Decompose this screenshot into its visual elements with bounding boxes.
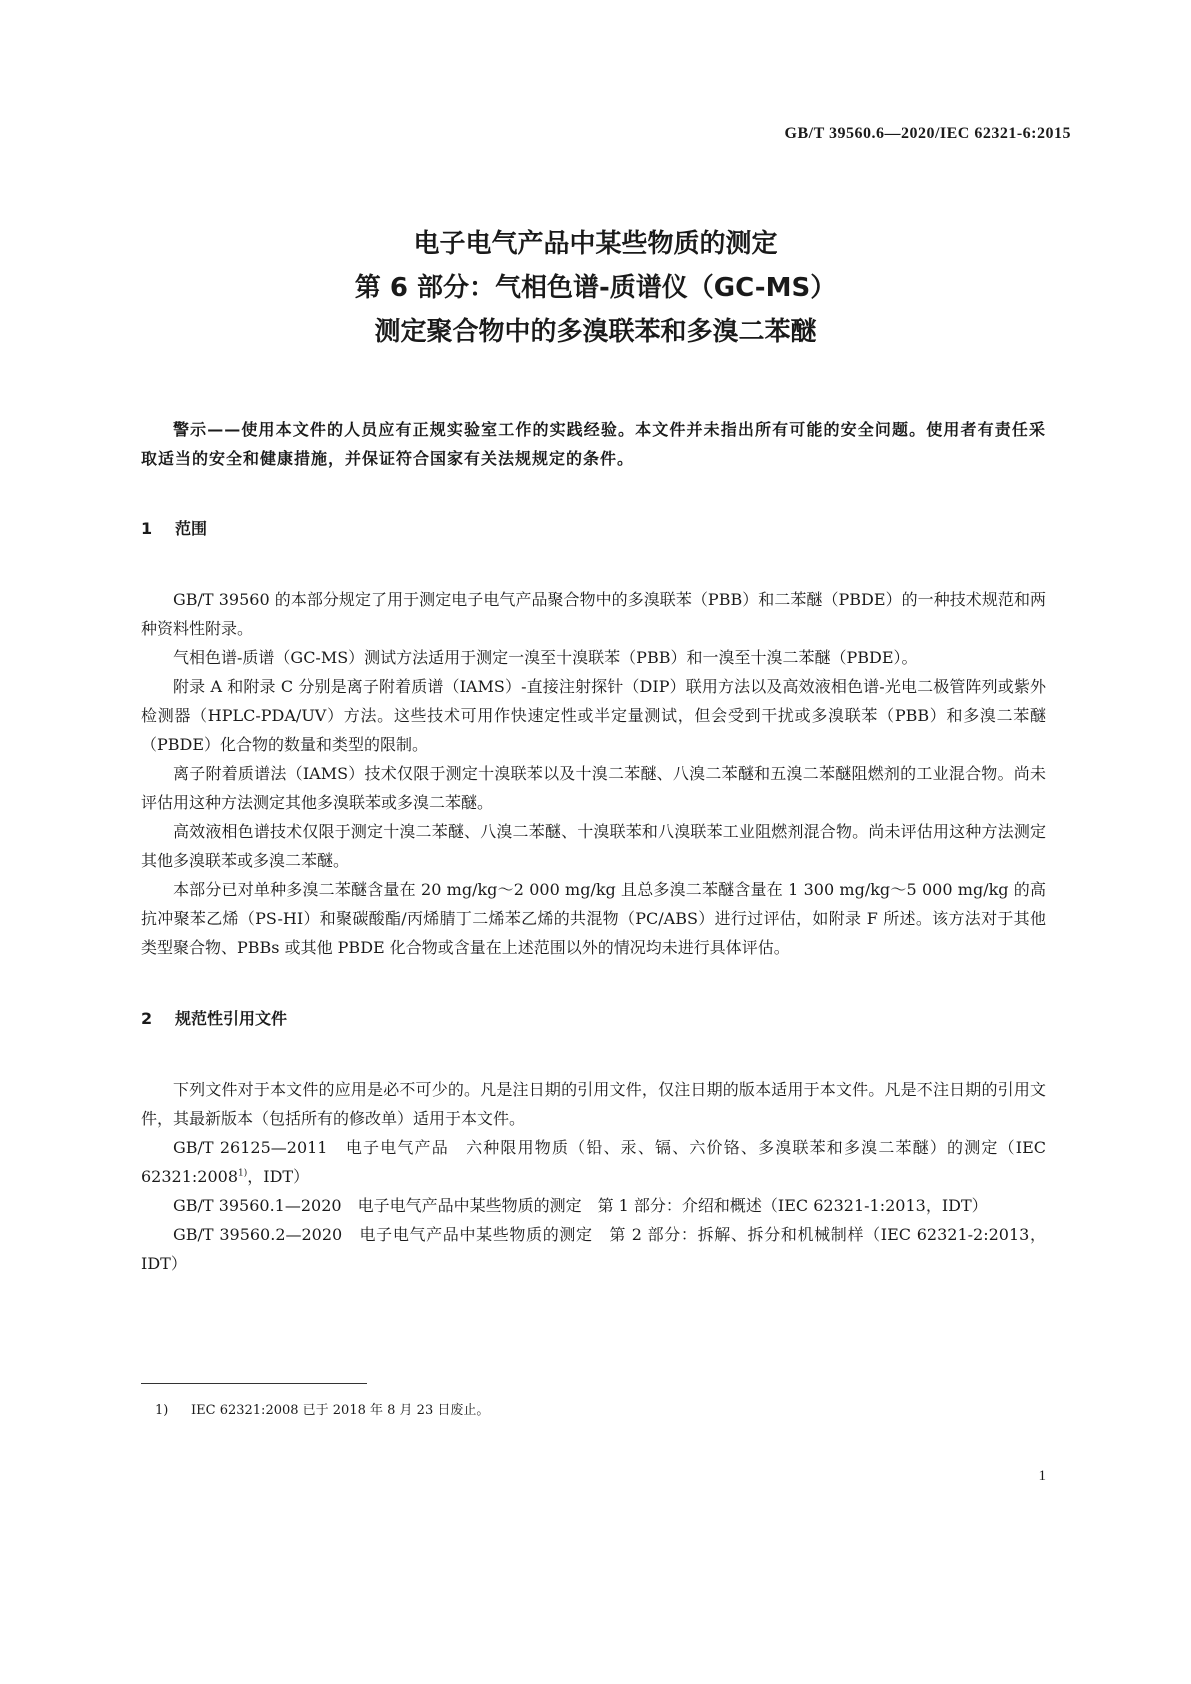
scope-paragraph: 附录 A 和附录 C 分别是离子附着质谱（IAMS）-直接注射探针（DIP）联用方法以及高效液相色谱-光电二极管阵列或紫外检测器（HPLC-PDA/UV）方法。这些技术可用作快速定性或半定量测试，但会受到干扰或多溴联苯（PBB）和多溴二苯醚（PBDE）化合物的数量和类型的限制。 [141, 677, 1046, 754]
title-line-2: 第 6 部分：气相色谱-质谱仪（GC-MS） [354, 273, 837, 303]
section-title: 范围 [175, 519, 208, 538]
reference-entry [141, 1133, 1046, 1191]
scope-paragraph: GB/T 39560 的本部分规定了用于测定电子电气产品聚合物中的多溴联苯（PBB）和二苯醚（PBDE）的一种技术规范和两种资料性附录。 [141, 590, 1046, 638]
reference-text: GB/T 26125—2011 电子电气产品 六种限用物质（铅、汞、镉、六价铬、多溴联苯和多溴二苯醚）的测定（IEC 62321:2008 [141, 1138, 1046, 1186]
footnote [141, 1401, 489, 1421]
title-line-3: 测定聚合物中的多溴联苯和多溴二苯醚 [374, 317, 817, 347]
standard-code: GB/T 39560.6—2020/IEC 62321-6:2015 [784, 125, 1071, 142]
reference-text-tail: ，IDT） [247, 1167, 310, 1186]
section-number: 1 [141, 519, 153, 538]
normative-refs-intro: 下列文件对于本文件的应用是必不可少的。凡是注日期的引用文件，仅注日期的版本适用于本文件。凡是不注日期的引用文件，其最新版本（包括所有的修改单）适用于本文件。 [141, 1080, 1046, 1128]
scope-paragraph: 高效液相色谱技术仅限于测定十溴二苯醚、八溴二苯醚、十溴联苯和八溴联苯工业阻燃剂混合物。尚未评估用这种方法测定其他多溴联苯或多溴二苯醚。 [141, 822, 1046, 870]
footnote-mark: 1) [155, 1403, 169, 1418]
section-title: 规范性引用文件 [175, 1009, 288, 1028]
document-title [0, 222, 1191, 354]
scope-paragraph: 气相色谱-质谱（GC-MS）测试方法适用于测定一溴至十溴联苯（PBB）和一溴至十溴二苯醚（PBDE）。 [173, 648, 918, 667]
warning-notice: 警示——使用本文件的人员应有正规实验室工作的实践经验。本文件并未指出所有可能的安全问题。使用者有责任采取适当的安全和健康措施，并保证符合国家有关法规规定的条件。 [141, 420, 1046, 468]
reference-entry: GB/T 39560.1—2020 电子电气产品中某些物质的测定 第 1 部分：介绍和概述（IEC 62321-1:2013，IDT） [173, 1196, 988, 1215]
footnote-marker: 1) [238, 1168, 248, 1179]
footnote-text: IEC 62321:2008 已于 2018 年 8 月 23 日废止。 [191, 1403, 490, 1418]
scope-paragraph: 离子附着质谱法（IAMS）技术仅限于测定十溴联苯以及十溴二苯醚、八溴二苯醚和五溴二苯醚阻燃剂的工业混合物。尚未评估用这种方法测定其他多溴联苯或多溴二苯醚。 [141, 764, 1046, 812]
title-line-1: 电子电气产品中某些物质的测定 [413, 229, 778, 259]
footnote-divider [141, 1383, 367, 1384]
page-number: 1 [1038, 1468, 1046, 1484]
scope-paragraph: 本部分已对单种多溴二苯醚含量在 20 mg/kg～2 000 mg/kg 且总多溴二苯醚含量在 1 300 mg/kg～5 000 mg/kg 的高抗冲聚苯乙烯（PS-HI）和聚碳酸酯/丙烯腈丁二烯苯乙烯的共混物（PC/ABS）进行过评估，如附录 F 所述。该方法对于其他类型聚合物、PBBs 或其他 PBDE 化合物或含量在上述范围以外的情况均未进行具体评估。 [141, 880, 1046, 957]
section-number: 2 [141, 1009, 153, 1028]
section-heading-normative-references [141, 1004, 1046, 1033]
document-body [141, 415, 1046, 1278]
reference-entry: GB/T 39560.2—2020 电子电气产品中某些物质的测定 第 2 部分：拆解、拆分和机械制样（IEC 62321-2:2013，IDT） [141, 1225, 1046, 1273]
section-heading-scope [141, 514, 1046, 543]
